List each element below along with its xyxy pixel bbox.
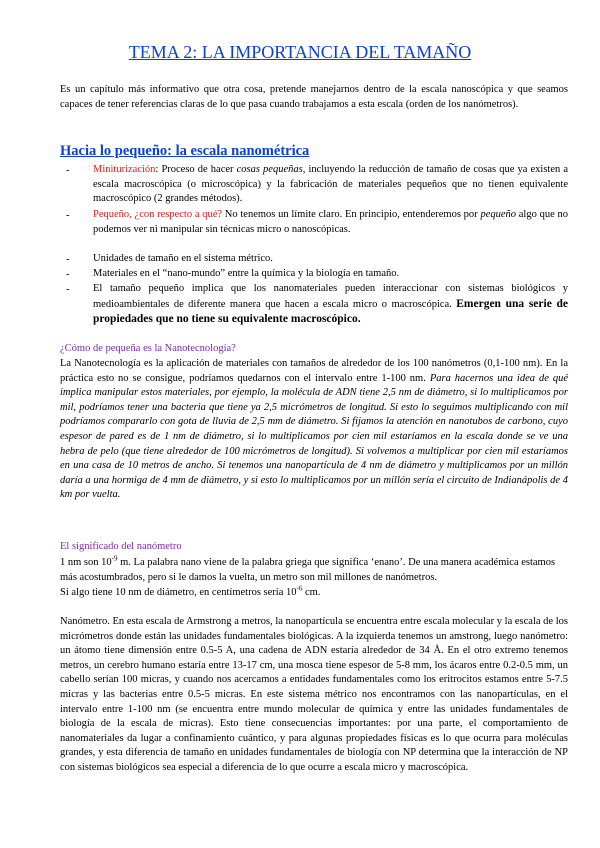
term-miniaturization: Miniturización bbox=[93, 164, 156, 175]
section-heading-nanometric-scale: Hacia lo pequeño: la escala nanométrica bbox=[60, 143, 310, 159]
page-title: TEMA 2: LA IMPORTANCIA DEL TAMAÑO bbox=[128, 42, 472, 62]
section-heading-how-small: ¿Cómo de pequeña es la Nanotecnología? bbox=[60, 343, 236, 354]
bullet-marker: - bbox=[66, 269, 70, 280]
scale-paragraph: Nanómetro. En esta escala de Armstrong a metros, la nanopartícula se encuentra entre escala molecular y la escala de los micrómetros donde están las unidades fundamentales biológicas. A la izquierda tenemos un amstrong, luego nanómetro: un átomo tiene dimensión entre 0.5-5 A, una cadena de ADN estaría alrededor de 34 Å. En el otro extremo tenemos metros, un cerebro humano estaría entre 13-17 cm, una mosca tiene espesor de 5-8 mm, los ácaros entre 0.2-0.5 mm, un cabello serían 100 micras, y cuando nos acercamos a entidades fundamentales como los eritrocitos estamos entre 5-7.5 micras y las bacterias entre 0.5-5 micras. En este sistema métrico nos encontramos con las nanopartículas, en el intervalo entre 1-100 nm (se encuentra entre mundo molecular de química y entre las unidades fundamentales de biología de la escala de micras). Esto tiene consecuencias importantes: por una parte, el comportamiento de nanomateriales da lugar a confinamiento cuántico, y para algunas propiedades físicas es lo que ocurra para moléculas grandes, y esta diferencia de tamaño en unidades fundamentales de biología con NP determina que la interacción de NP con sistemas biológicos sea especial a diferencia de lo que ocurre a escala micro y macroscópica. bbox=[60, 616, 568, 773]
bullet-small-relative: Pequeño, ¿con respecto a qué? No tenemos un límite claro. En principio, entenderemos por pequeño algo que no podemos ver ni manipular sin técnicas micro o nanoscópicas. bbox=[93, 209, 568, 235]
bullet-marker: - bbox=[66, 165, 70, 176]
bullet-marker: - bbox=[66, 210, 70, 221]
term-small: Pequeño, ¿con respecto a qué? bbox=[93, 209, 223, 220]
bullet-miniaturization: Miniturización: Proceso de hacer cosas pequeñas, incluyendo la reducción de tamaño de cosas que ya existen a escala macroscópica (o microscópica) y la fabricación de materiales pequeños que no tienen equivalente macroscópico (2 grandes métodos). bbox=[93, 164, 568, 205]
bullet-units: Unidades de tamaño en el sistema métrico. bbox=[93, 253, 273, 264]
section-heading-nanometer-meaning: El significado del nanómetro bbox=[60, 541, 182, 552]
nanometer-example: Si algo tiene 10 nm de diámetro, en centímetros sería $10^{-6}$ cm. bbox=[60, 584, 321, 598]
bullet-marker: - bbox=[66, 254, 70, 265]
emergent-properties-highlight: Emergen una serie de propiedades que no tiene su equivalente macroscópico. bbox=[93, 297, 568, 326]
bullet-marker: - bbox=[66, 284, 70, 295]
bullet-emergent-properties: El tamaño pequeño implica que los nanomateriales pueden interaccionar con sistemas biológicos y medioambientales de diferente manera que hacen a escala micro o macroscópica. Emergen una serie de propiedades que no tiene su equivalente macroscópico. bbox=[93, 283, 568, 326]
nanotech-paragraph: La Nanotecnología es la aplicación de materiales con tamaños de alrededor de los 100 nanómetros (0,1-100 nm). En la práctica esto no se consigue, podríamos quedarnos con el intervalo entre 1-100 nm. Para hacernos una idea de qué implica manipular estos materiales, por ejemplo, la molécula de ADN tiene 2,5 nm de diámetro, si lo multiplicamos por mil, podríamos tener una bacteria que tiene ya 2,5 micrómetros de longitud. Si esto lo seguimos multiplicando con mil podríamos compararlo con gota de lluvia de 2,5 mm de diámetro. Si fijamos la atención en nanotubos de carbono, cuyo espesor de pared es de 1 nm de diámetro, si lo multiplicamos por cien mil estaríamos en la escala donde se ve una hebra de pelo (que tiene alrededor de 100 micrómetros de longitud). Si volvemos a multiplicar por cien mil estaríamos en una casa de 10 metros de ancho. Si tenemos una nanopartícula de 4 nm de diámetro y multiplicamos por un millón daría a una hormiga de 4 mm de diámetro, y si esto lo multiplicamos por un millón sería el circuito de Indianápolis de 4 km por vuelta. bbox=[60, 358, 568, 501]
nanometer-definition: 1 nm son $10^{-9}$ m. La palabra nano viene de la palabra griega que significa ‘enano’. De una manera académica estamos más acostumbrados, pero si le damos la vuelta, un metro son mil millones de nanómetros. bbox=[60, 554, 556, 583]
examples-italic: Para hacernos una idea de qué implica manipular estos materiales, por ejemplo, la molécula de ADN tiene 2,5 nm de diámetro, si lo multiplicamos por mil, podríamos tener una bacteria que tiene ya 2,5 micrómetros de longitud. Si esto lo seguimos multiplicando con mil podríamos compararlo con gota de lluvia de 2,5 mm de diámetro. Si fijamos la atención en nanotubos de carbono, cuyo espesor de pared es de 1 nm de diámetro, si lo multiplicamos por cien mil estaríamos en la escala donde se ve una hebra de pelo (que tiene alrededor de 100 micrómetros de longitud). Si volvemos a multiplicar por cien mil estaríamos en una casa de 10 metros de ancho. Si tenemos una nanopartícula de 4 nm de diámetro y multiplicamos por un millón daría a una hormiga de 4 mm de diámetro, y si esto lo multiplicamos por un millón sería el circuito de Indianápolis de 4 km por vuelta. bbox=[60, 372, 568, 501]
bullet-nano-world: Materiales en el “nano-mundo” entre la química y la biología en tamaño. bbox=[93, 268, 400, 279]
intro-paragraph: Es un capítulo más informativo que otra cosa, pretende manejarnos dentro de la escala nanoscópica y que seamos capaces de tener referencias claras de lo que pasa cuando trabajamos a esta escala (orden de los nanómetros). bbox=[60, 84, 568, 110]
